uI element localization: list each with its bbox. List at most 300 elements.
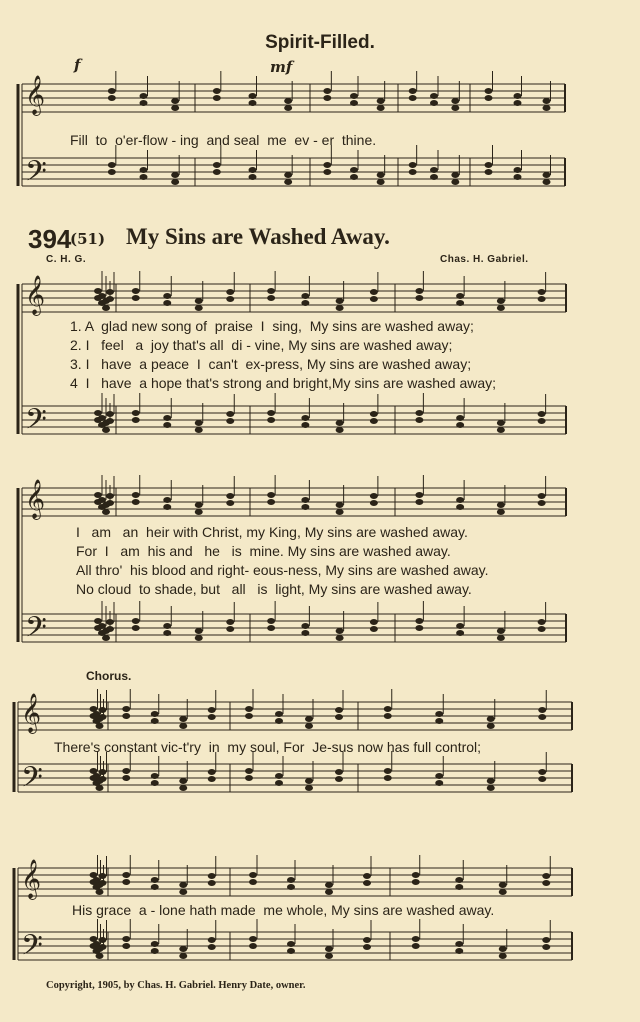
bass-note (456, 630, 464, 636)
bass-clef: 𝄢 (21, 929, 43, 969)
treble-note (151, 884, 159, 890)
bass-note (249, 936, 257, 942)
bass-note (151, 941, 159, 947)
treble-note (163, 293, 171, 299)
treble-note (151, 711, 159, 717)
treble-note (350, 100, 358, 106)
treble-note (370, 493, 378, 499)
treble-note (249, 879, 257, 885)
bass-note (323, 162, 331, 168)
treble-note (106, 289, 114, 295)
treble-note (456, 293, 464, 299)
treble-note (287, 877, 295, 883)
bass-note (249, 174, 257, 180)
treble-note (171, 105, 179, 111)
bass-note (543, 179, 551, 185)
treble-note (102, 305, 110, 311)
treble-note (305, 723, 313, 729)
treble-note (451, 98, 459, 104)
bass-note (179, 946, 187, 952)
bass-note (456, 623, 464, 629)
treble-note (435, 718, 443, 724)
treble-note (122, 879, 130, 885)
bass-note (538, 411, 546, 417)
treble-note (267, 499, 275, 505)
bass-clef: 𝄢 (21, 761, 43, 801)
bass-note (415, 417, 423, 423)
treble-note (499, 889, 507, 895)
treble-note (430, 100, 438, 106)
treble-note (179, 716, 187, 722)
treble-note (497, 509, 505, 515)
treble-note (415, 492, 423, 498)
bass-note (415, 618, 423, 624)
treble-note (335, 714, 343, 720)
treble-note (409, 88, 417, 94)
bass-note (96, 785, 104, 791)
treble-note (485, 95, 493, 101)
bass-note (151, 773, 159, 779)
treble-note (514, 93, 522, 99)
treble-note (301, 300, 309, 306)
bass-note (455, 941, 463, 947)
bass-note (179, 785, 187, 791)
bass-note (132, 410, 140, 416)
bass-note (485, 162, 493, 168)
treble-note (487, 723, 495, 729)
bass-note (151, 780, 159, 786)
top-hymn-lyric: Fill to o'er-flow - ing and seal me ev - er thine. (70, 132, 377, 148)
treble-note (96, 889, 104, 895)
bass-note (412, 943, 420, 949)
bass-note (412, 936, 420, 942)
treble-note (108, 95, 116, 101)
treble-note (208, 714, 216, 720)
treble-note (106, 493, 114, 499)
treble-note (267, 492, 275, 498)
treble-note (140, 93, 148, 99)
treble-clef: 𝄞 (25, 75, 46, 115)
bass-note (363, 944, 371, 950)
treble-note (122, 706, 130, 712)
bass-note (208, 776, 216, 782)
treble-note (267, 295, 275, 301)
treble-note (409, 95, 417, 101)
bass-note (132, 417, 140, 423)
treble-note (213, 88, 221, 94)
treble-note (179, 889, 187, 895)
treble-clef: 𝄞 (25, 275, 46, 315)
treble-note (415, 295, 423, 301)
treble-note (497, 298, 505, 304)
bass-note (487, 785, 495, 791)
bass-note (350, 174, 358, 180)
bass-note (213, 169, 221, 175)
bass-note (140, 174, 148, 180)
treble-note (151, 877, 159, 883)
bass-note (335, 776, 343, 782)
bass-note (195, 420, 203, 426)
treble-note (336, 502, 344, 508)
treble-note (370, 296, 378, 302)
bass-note (208, 769, 216, 775)
bass-clef: 𝄢 (25, 403, 47, 443)
bass-note (335, 769, 343, 775)
bass-note (106, 626, 114, 632)
bass-note (132, 625, 140, 631)
bass-note (384, 775, 392, 781)
bass-note (226, 411, 234, 417)
treble-note (94, 288, 102, 294)
bass-note (336, 420, 344, 426)
treble-note (377, 105, 385, 111)
bass-note (96, 953, 104, 959)
bass-note (487, 778, 495, 784)
bass-note (163, 422, 171, 428)
treble-note (363, 873, 371, 879)
bass-note (226, 619, 234, 625)
treble-note (323, 88, 331, 94)
treble-note (305, 716, 313, 722)
verse-3-line-2: All thro' his blood and right- eous-ness, My sins are washed away. (76, 562, 489, 578)
treble-note (106, 500, 114, 506)
treble-note (108, 88, 116, 94)
treble-note (249, 872, 257, 878)
treble-note (325, 889, 333, 895)
bass-note (99, 944, 107, 950)
bass-note (226, 418, 234, 424)
treble-note (485, 88, 493, 94)
treble-note (132, 499, 140, 505)
bass-note (499, 946, 507, 952)
treble-note (384, 706, 392, 712)
treble-note (336, 509, 344, 515)
chorus-line-1: There's constant vic-t'ry in my soul, For Je-sus now has full control; (54, 739, 482, 755)
treble-note (325, 882, 333, 888)
treble-note (122, 872, 130, 878)
bass-note (370, 418, 378, 424)
bass-note (163, 623, 171, 629)
bass-note (543, 172, 551, 178)
treble-note (275, 711, 283, 717)
treble-note (140, 100, 148, 106)
bass-note (301, 422, 309, 428)
treble-note (249, 100, 257, 106)
treble-note (99, 880, 107, 886)
bass-note (497, 635, 505, 641)
bass-note (435, 780, 443, 786)
bass-note (451, 179, 459, 185)
bass-note (336, 635, 344, 641)
treble-note (163, 504, 171, 510)
treble-note (363, 880, 371, 886)
bass-note (122, 943, 130, 949)
bass-note (370, 626, 378, 632)
treble-note (538, 714, 546, 720)
bass-note (542, 937, 550, 943)
bass-note (213, 162, 221, 168)
treble-note (226, 500, 234, 506)
treble-note (179, 723, 187, 729)
treble-note (456, 497, 464, 503)
treble-note (514, 100, 522, 106)
bass-note (305, 778, 313, 784)
verse-1-line-1: 1. A glad new song of praise I sing, My sins are washed away; (70, 318, 474, 334)
treble-note (208, 880, 216, 886)
composer-credit: Chas. H. Gabriel. (440, 254, 529, 265)
bass-note (195, 628, 203, 634)
bass-note (499, 953, 507, 959)
treble-note (284, 98, 292, 104)
bass-note (171, 179, 179, 185)
treble-note (538, 500, 546, 506)
bass-note (435, 773, 443, 779)
bass-note (151, 948, 159, 954)
treble-note (350, 93, 358, 99)
bass-note (267, 618, 275, 624)
bass-note (430, 167, 438, 173)
treble-note (323, 95, 331, 101)
bass-note (325, 946, 333, 952)
treble-note (226, 289, 234, 295)
treble-note (249, 93, 257, 99)
bass-note (132, 618, 140, 624)
treble-note (456, 300, 464, 306)
bass-note (514, 174, 522, 180)
bass-note (497, 427, 505, 433)
verse-2-line-2: For I am his and he is mine. My sins are washed away. (76, 543, 451, 559)
hymn-number: 394 (28, 224, 72, 254)
treble-note (226, 296, 234, 302)
treble-note (435, 711, 443, 717)
treble-clef: 𝄞 (21, 693, 42, 733)
treble-note (99, 873, 107, 879)
treble-note (267, 288, 275, 294)
treble-note (102, 509, 110, 515)
treble-note (195, 305, 203, 311)
bass-note (179, 953, 187, 959)
bass-note (377, 179, 385, 185)
treble-note (451, 105, 459, 111)
treble-note (542, 873, 550, 879)
treble-note (497, 502, 505, 508)
bass-note (275, 780, 283, 786)
bass-note (208, 937, 216, 943)
treble-note (456, 504, 464, 510)
treble-note (213, 95, 221, 101)
treble-note (179, 882, 187, 888)
verse-2-line-1: 2. I feel a joy that's all di - vine, My sins are washed away; (70, 337, 453, 353)
treble-note (245, 706, 253, 712)
treble-note (195, 509, 203, 515)
treble-note (195, 298, 203, 304)
bass-note (538, 626, 546, 632)
bass-note (485, 169, 493, 175)
treble-note (455, 884, 463, 890)
bass-note (336, 427, 344, 433)
top-hymn-title: Spirit-Filled. (265, 32, 375, 53)
bass-note (284, 179, 292, 185)
treble-note (163, 300, 171, 306)
bass-clef: 𝄢 (25, 611, 47, 651)
bass-note (102, 427, 110, 433)
treble-note (99, 714, 107, 720)
bass-note (451, 172, 459, 178)
treble-note (96, 723, 104, 729)
lyricist-credit: C. H. G. (46, 254, 87, 265)
treble-note (122, 713, 130, 719)
dynamic-forte: f (74, 56, 81, 74)
bass-note (497, 420, 505, 426)
bass-note (301, 415, 309, 421)
bass-note (350, 167, 358, 173)
treble-note (208, 707, 216, 713)
bass-note (208, 944, 216, 950)
treble-note (499, 882, 507, 888)
dynamic-mezzo-forte: mf (270, 58, 293, 76)
bass-note (102, 635, 110, 641)
bass-note (409, 169, 417, 175)
treble-note (538, 493, 546, 499)
treble-note (132, 295, 140, 301)
bass-note (384, 768, 392, 774)
treble-note (542, 880, 550, 886)
bass-note (538, 418, 546, 424)
hymn-alt-number: (51) (70, 230, 106, 248)
treble-note (538, 289, 546, 295)
bass-clef: 𝄢 (25, 155, 47, 195)
treble-note (163, 497, 171, 503)
treble-note (98, 497, 106, 503)
bass-note (415, 410, 423, 416)
bass-note (430, 174, 438, 180)
bass-note (98, 623, 106, 629)
treble-note (497, 305, 505, 311)
bass-note (226, 626, 234, 632)
bass-note (497, 628, 505, 634)
treble-note (275, 718, 283, 724)
bass-note (140, 167, 148, 173)
chorus-line-2: His grace a - lone hath made me whole, My sins are washed away. (72, 902, 495, 918)
bass-note (99, 769, 107, 775)
bass-note (106, 418, 114, 424)
bass-note (122, 768, 130, 774)
treble-note (301, 293, 309, 299)
treble-note (335, 707, 343, 713)
treble-note (171, 98, 179, 104)
treble-note (543, 105, 551, 111)
bass-note (106, 411, 114, 417)
bass-note (245, 775, 253, 781)
bass-note (284, 172, 292, 178)
bass-note (163, 630, 171, 636)
bass-note (301, 623, 309, 629)
bass-note (267, 417, 275, 423)
bass-note (542, 944, 550, 950)
bass-note (171, 172, 179, 178)
bass-note (98, 415, 106, 421)
chorus-label: Chorus. (86, 669, 132, 683)
bass-note (455, 948, 463, 954)
bass-note (301, 630, 309, 636)
treble-note (301, 504, 309, 510)
bass-note (363, 937, 371, 943)
treble-clef: 𝄞 (21, 859, 42, 899)
treble-note (98, 293, 106, 299)
bass-note (99, 776, 107, 782)
bass-note (267, 625, 275, 631)
bass-note (122, 775, 130, 781)
bass-note (370, 619, 378, 625)
bass-note (370, 411, 378, 417)
treble-note (370, 289, 378, 295)
bass-note (377, 172, 385, 178)
bass-note (249, 167, 257, 173)
bass-note (108, 162, 116, 168)
bass-note (409, 162, 417, 168)
bass-note (179, 778, 187, 784)
treble-note (377, 98, 385, 104)
bass-note (195, 427, 203, 433)
treble-note (384, 713, 392, 719)
treble-note (538, 707, 546, 713)
treble-note (487, 716, 495, 722)
treble-note (132, 288, 140, 294)
bass-note (456, 415, 464, 421)
treble-note (106, 296, 114, 302)
treble-note (245, 713, 253, 719)
treble-note (226, 493, 234, 499)
bass-note (323, 169, 331, 175)
bass-note (267, 410, 275, 416)
treble-note (430, 93, 438, 99)
treble-clef: 𝄞 (25, 479, 46, 519)
treble-note (301, 497, 309, 503)
hymn-title: My Sins are Washed Away. (126, 224, 390, 249)
treble-note (151, 718, 159, 724)
bass-note (415, 625, 423, 631)
verse-4-line-1: 4 I have a hope that's strong and bright,My sins are washed away; (70, 375, 497, 391)
bass-note (108, 169, 116, 175)
treble-note (370, 500, 378, 506)
bass-note (538, 619, 546, 625)
bass-note (287, 948, 295, 954)
bass-note (94, 618, 102, 624)
treble-note (455, 877, 463, 883)
bass-note (106, 619, 114, 625)
treble-note (415, 288, 423, 294)
bass-note (249, 943, 257, 949)
treble-note (415, 499, 423, 505)
bass-note (514, 167, 522, 173)
treble-note (195, 502, 203, 508)
treble-note (284, 105, 292, 111)
bass-note (287, 941, 295, 947)
bass-note (538, 769, 546, 775)
bass-note (538, 776, 546, 782)
treble-note (412, 872, 420, 878)
verse-4-line-2: No cloud to shade, but all is light, My sins are washed away. (76, 581, 472, 597)
bass-note (99, 937, 107, 943)
treble-note (336, 298, 344, 304)
treble-note (412, 879, 420, 885)
verse-1-line-2: I am an heir with Christ, my King, My sins are washed away. (76, 524, 468, 540)
treble-note (208, 873, 216, 879)
bass-note (245, 768, 253, 774)
bass-note (122, 936, 130, 942)
treble-note (538, 296, 546, 302)
bass-note (456, 422, 464, 428)
